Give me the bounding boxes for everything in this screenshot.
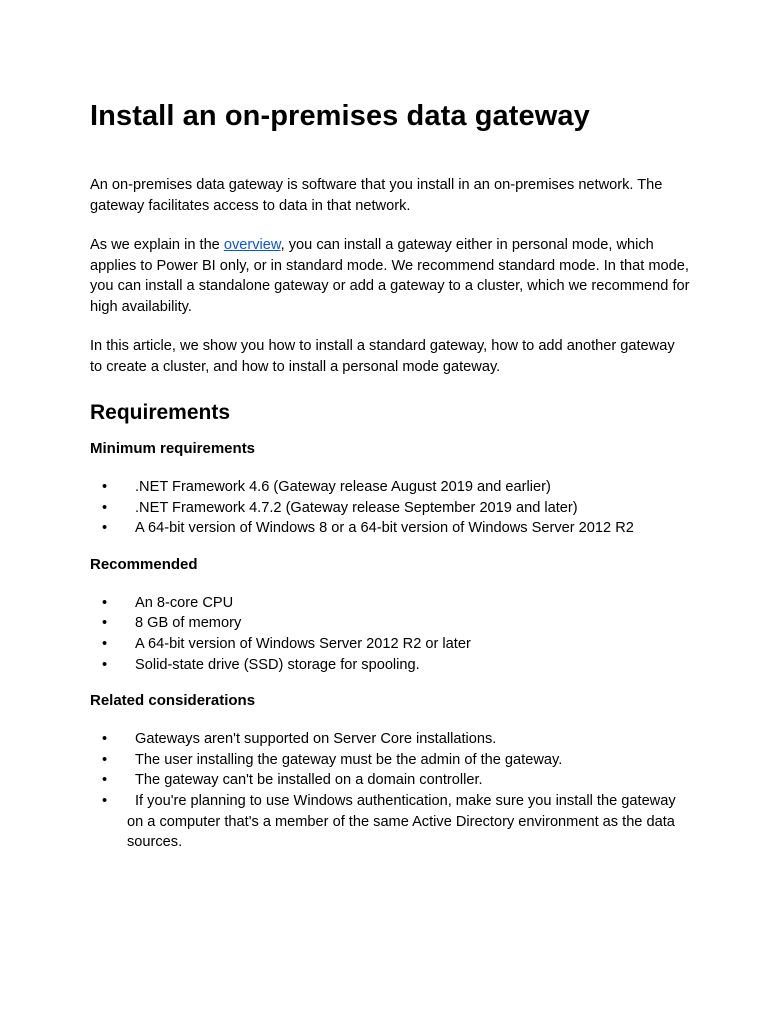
list-item <box>90 770 690 791</box>
list-item <box>90 791 690 853</box>
list-item-text: A 64-bit version of Windows 8 or a 64-bit version of Windows Server 2012 R2 <box>135 520 634 537</box>
document-content <box>90 96 690 853</box>
minimum-requirements-heading: Minimum requirements <box>90 440 256 457</box>
intro-paragraph: An on-premises data gateway is software that you install in an on-premises network. The gateway facilitates access to data in that network. <box>90 177 663 214</box>
related-considerations-list <box>90 729 690 853</box>
recommended-heading: Recommended <box>90 555 198 573</box>
bullet-icon: • <box>102 656 108 673</box>
list-item <box>90 750 690 771</box>
bullet-icon: • <box>102 594 108 611</box>
requirements-heading: Requirements <box>90 401 231 424</box>
minimum-requirements-list <box>90 477 690 539</box>
bullet-icon: • <box>102 751 108 768</box>
list-item <box>90 477 690 498</box>
list-item-text: Gateways aren't supported on Server Core installations. <box>135 731 497 748</box>
bullet-icon: • <box>102 479 108 495</box>
overview-paragraph-text-before: As we explain in the <box>90 237 224 253</box>
list-item <box>90 634 690 655</box>
list-item-text: .NET Framework 4.6 (Gateway release August 2019 and earlier) <box>135 479 551 495</box>
article-summary-paragraph: In this article, we show you how to install a standard gateway, how to add another gateway to create a cluster, and how to install a personal mode gateway. <box>90 338 675 375</box>
list-item-text: If you're planning to use Windows authentication, make sure you install the gateway on a computer that's a member of the same Active Directory environment as the data sources. <box>127 792 676 851</box>
list-item <box>90 518 690 539</box>
bullet-icon: • <box>102 635 108 652</box>
bullet-icon: • <box>102 772 108 789</box>
list-item-text: An 8-core CPU <box>135 594 234 611</box>
list-item <box>90 655 690 676</box>
list-item-text: The user installing the gateway must be the admin of the gateway. <box>135 751 563 768</box>
list-item-text: A 64-bit version of Windows Server 2012 R2 or later <box>135 635 471 652</box>
list-item <box>90 729 690 750</box>
overview-link[interactable]: overview <box>223 237 281 253</box>
bullet-icon: • <box>102 520 108 537</box>
list-item-text: 8 GB of memory <box>135 615 242 632</box>
list-item-text: Solid-state drive (SSD) storage for spooling. <box>135 656 420 673</box>
list-item <box>90 613 690 634</box>
overview-paragraph <box>90 235 690 317</box>
list-item <box>90 593 690 614</box>
overview-paragraph-text-after: , you can install a gateway either in personal mode, which applies to Power BI only, or in standard mode. We recommend standard mode. In that mode, you can install a standalone gateway or add a gateway to a cluster, which we recommend for high availability. <box>90 237 690 315</box>
recommended-list <box>90 593 690 675</box>
list-item-text: The gateway can't be installed on a domain controller. <box>135 772 483 789</box>
page-title: Install an on-premises data gateway <box>90 100 590 132</box>
bullet-icon: • <box>102 792 108 809</box>
bullet-icon: • <box>102 615 108 632</box>
related-considerations-heading: Related considerations <box>90 692 256 710</box>
bullet-icon: • <box>102 499 108 516</box>
bullet-icon: • <box>102 731 108 748</box>
list-item <box>90 498 690 519</box>
list-item-text: .NET Framework 4.7.2 (Gateway release September 2019 and later) <box>135 499 578 516</box>
